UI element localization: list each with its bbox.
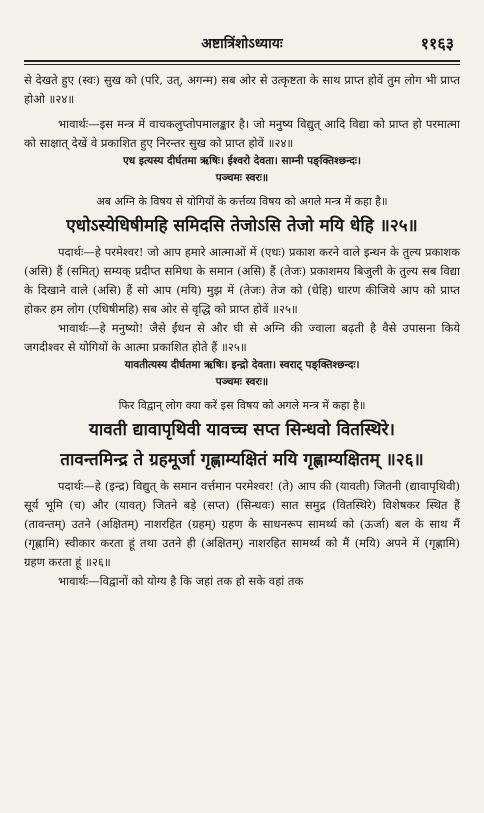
bhavartha-26: भावार्थः—विद्वानों को योग्य है कि जहां तक हो सके वहां तक <box>58 574 304 588</box>
mantra-26-line-2: तावन्तमिन्द्र ते ग्रहमूर्जा गृह्णाम्यक्षितं मयि गृह्णाम्यक्षितम् ॥२६॥ <box>60 450 424 470</box>
padartha-26: पदार्थः—हे (इन्द्र) विद्युत् के समान वर्त्तमान परमेश्वर! (ते) आप की (यावती) जितनी (द्यावापृथिवी) सूर्य भूमि (च) और (यावत्) जितने बड़े (सप्त) (सिन्धवः) सात समुद्र (वितस्थिरे) विशेषकर स्थित हैं (तावन्तम्) उतने (अक्षितम्) नाशरहित (ग्रहम्) ग्रहण के साधनरूप सामर्थ्य को (ऊर्जा) बल के साथ मैं (गृह्णामि) स्वीकार करता हूं तथा उतने ही (अक्षितम्) नाशरहित सामर्थ्य को मैं (मयि) अपने में (गृह्णामि) ग्रहण करता हूं ॥२६॥ <box>24 479 460 569</box>
header-rule-thin <box>24 64 460 65</box>
intro-25: अब अग्नि के विषय से योगियों के कर्त्तव्य विषय को अगले मन्त्र में कहा है॥ <box>96 195 388 208</box>
rishi-line-25: एध इत्यस्य दीर्घतमा ऋषिः। ईश्वरो देवता। साम्नी पङ्क्तिश्छन्दः। <box>122 155 362 167</box>
chapter-title: अष्टात्रिंशोऽध्यायः <box>201 36 283 52</box>
bhavartha-24: भावार्थः—इस मन्त्र में वाचकलुप्तोपमालङ्कार है। जो मनुष्य विद्युत् आदि विद्या को प्राप्त हो परमात्मा को साक्षात् देखें वे प्रकाशित हुए निरन्तर सुख को प्राप्त होवें ॥२४॥ <box>24 117 460 150</box>
rishi-line-26: यावतीत्यस्य दीर्घतमा ऋषिः। इन्द्रो देवता। स्वराट् पङ्क्तिश्छन्दः। <box>124 359 360 371</box>
padartha-25: पदार्थः—हे परमेश्वर! जो आप हमारे आत्माओं में (एधः) प्रकाश करने वाले इन्धन के तुल्य प्रकाशक (असि) हैं (समित्) सम्यक् प्रदीप्त समिधा के समान (असि) हैं (तेजः) प्रकाशमय बिजुली के तुल्य सब विद्या के दिखाने वाले (असि) हैं सो आप (मयि) मुझ में (तेजः) तेज को (धेहि) धारण कीजिये आप को प्राप्त होकर हम लोग (एधिषीमहि) सब ओर से वृद्धि को प्राप्त होवें ॥२५॥ <box>24 245 460 316</box>
header-rule <box>24 60 460 62</box>
mantra-25: एधोऽस्येधिषीमहि समिदसि तेजोऽसि तेजो मयि धेहि ॥२५॥ <box>66 216 418 236</box>
svara-line-25: पञ्चमः स्वरः॥ <box>215 172 269 184</box>
bhavartha-25: भावार्थः—हे मनुष्यो! जैसे ईंधन से और घी से अग्नि की ज्वाला बढ़ती है वैसे उपासना किये जगदीश्वर से योगियों के आत्मा प्रकाशित होते हैं ॥२५॥ <box>24 321 460 354</box>
page-header <box>24 34 460 56</box>
intro-26: फिर विद्वान् लोग क्या करें इस विषय को अगले मन्त्र में कहा है॥ <box>118 399 366 412</box>
continuation-paragraph: से देखते हुए (स्वः) सुख को (परि, उत्, अगन्म) सब ओर से उत्कृष्टता के साथ प्राप्त होवें तुम लोग भी प्राप्त होओ ॥२४॥ <box>24 73 460 106</box>
page-number: ११६३ <box>420 34 454 53</box>
svara-line-26: पञ्चमः स्वरः॥ <box>215 376 269 388</box>
mantra-26-line-1: यावती द्यावापृथिवी यावच्च सप्त सिन्धवो वितस्थिरे। <box>89 420 395 440</box>
